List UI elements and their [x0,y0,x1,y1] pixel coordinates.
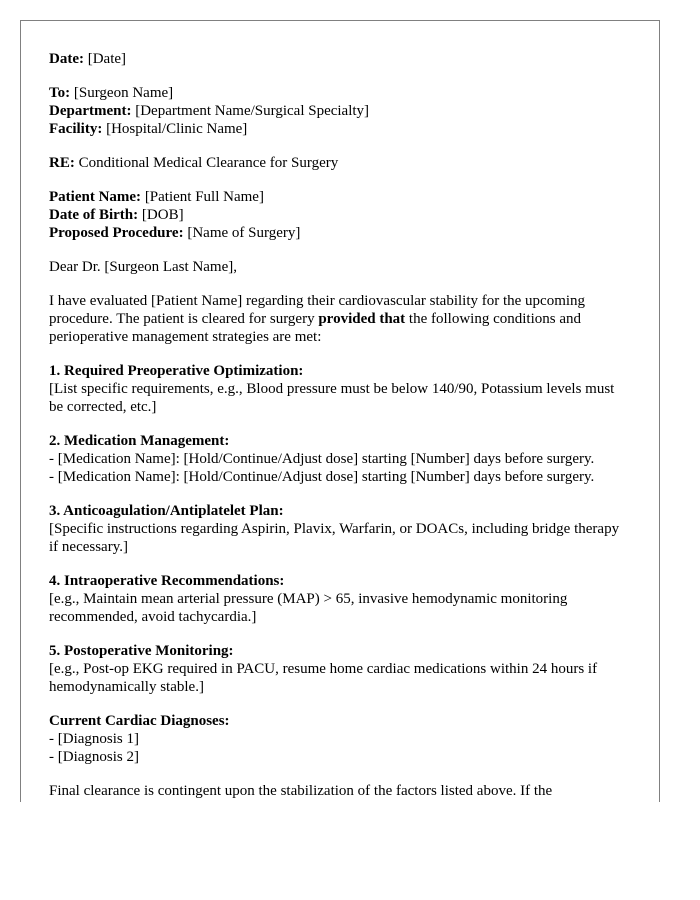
facility-value: [Hospital/Clinic Name] [106,121,248,137]
letter-page [20,20,660,802]
date-block [49,50,631,68]
recipient-block [49,84,631,138]
section-heading: 4. Intraoperative Recommendations: [49,573,285,589]
procedure-value: [Name of Surgery] [187,225,301,241]
salutation: Dear Dr. [Surgeon Last Name], [49,259,237,275]
department-line [49,102,631,120]
dob-line [49,206,631,224]
patient-block [49,188,631,242]
section-medication-management [49,432,631,486]
patient-name-value: [Patient Full Name] [144,189,264,205]
intro-text [49,292,631,346]
diagnosis-item: - [Diagnosis 2] [49,749,139,765]
section-intraop-recommendations [49,572,631,626]
diagnoses-heading: Current Cardiac Diagnoses: [49,713,230,729]
procedure-line [49,224,631,242]
section-text: [List specific requirements, e.g., Blood pressure must be below 140/90, Potassium levels must be corrected, etc.] [49,381,615,415]
date-value: [Date] [87,51,127,67]
subject-line [49,154,631,172]
intro-emphasis: provided that [318,311,406,327]
patient-name-label: Patient Name: [49,189,142,205]
dob-label: Date of Birth: [49,207,139,223]
dob-value: [DOB] [141,207,184,223]
medication-item: - [Medication Name]: [Hold/Continue/Adjust dose] starting [Number] days before surgery. [49,469,595,485]
salutation-block [49,258,631,276]
date-label: Date: [49,51,84,67]
section-text: [e.g., Post-op EKG required in PACU, resume home cardiac medications within 24 hours if hemodynamically stable.] [49,661,598,695]
subject-block [49,154,631,172]
diagnoses-block [49,712,631,766]
section-anticoagulation-plan [49,502,631,556]
procedure-label: Proposed Procedure: [49,225,184,241]
to-value: [Surgeon Name] [73,85,174,101]
closing-paragraph [49,782,631,800]
intro-part1: I have evaluated [Patient Name] regarding their cardiovascular stability for the upcoming procedure. The patient is cleared for surgery [49,293,586,327]
section-heading: 2. Medication Management: [49,433,230,449]
diagnosis-item: - [Diagnosis 1] [49,731,139,747]
department-label: Department: [49,103,132,119]
section-heading: 5. Postoperative Monitoring: [49,643,234,659]
date-line [49,50,631,68]
section-text: [Specific instructions regarding Aspirin, Plavix, Warfarin, or DOACs, including bridge therapy if necessary.] [49,521,620,555]
to-label: To: [49,85,71,101]
facility-label: Facility: [49,121,103,137]
section-text: [e.g., Maintain mean arterial pressure (MAP) > 65, invasive hemodynamic monitoring recommended, avoid tachycardia.] [49,591,568,625]
intro-paragraph [49,292,631,346]
letter-body [21,21,659,800]
section-heading: 3. Anticoagulation/Antiplatelet Plan: [49,503,284,519]
to-line [49,84,631,102]
re-value: Conditional Medical Clearance for Surgery [78,155,339,171]
closing-text: Final clearance is contingent upon the stabilization of the factors listed above. If the [49,783,553,799]
section-preop-optimization [49,362,631,416]
department-value: [Department Name/Surgical Specialty] [135,103,370,119]
patient-name-line [49,188,631,206]
intro-part2: the following conditions and perioperative management strategies are met: [49,311,581,345]
section-postop-monitoring [49,642,631,696]
section-heading: 1. Required Preoperative Optimization: [49,363,304,379]
re-label: RE: [49,155,75,171]
facility-line [49,120,631,138]
medication-item: - [Medication Name]: [Hold/Continue/Adjust dose] starting [Number] days before surgery. [49,451,595,467]
